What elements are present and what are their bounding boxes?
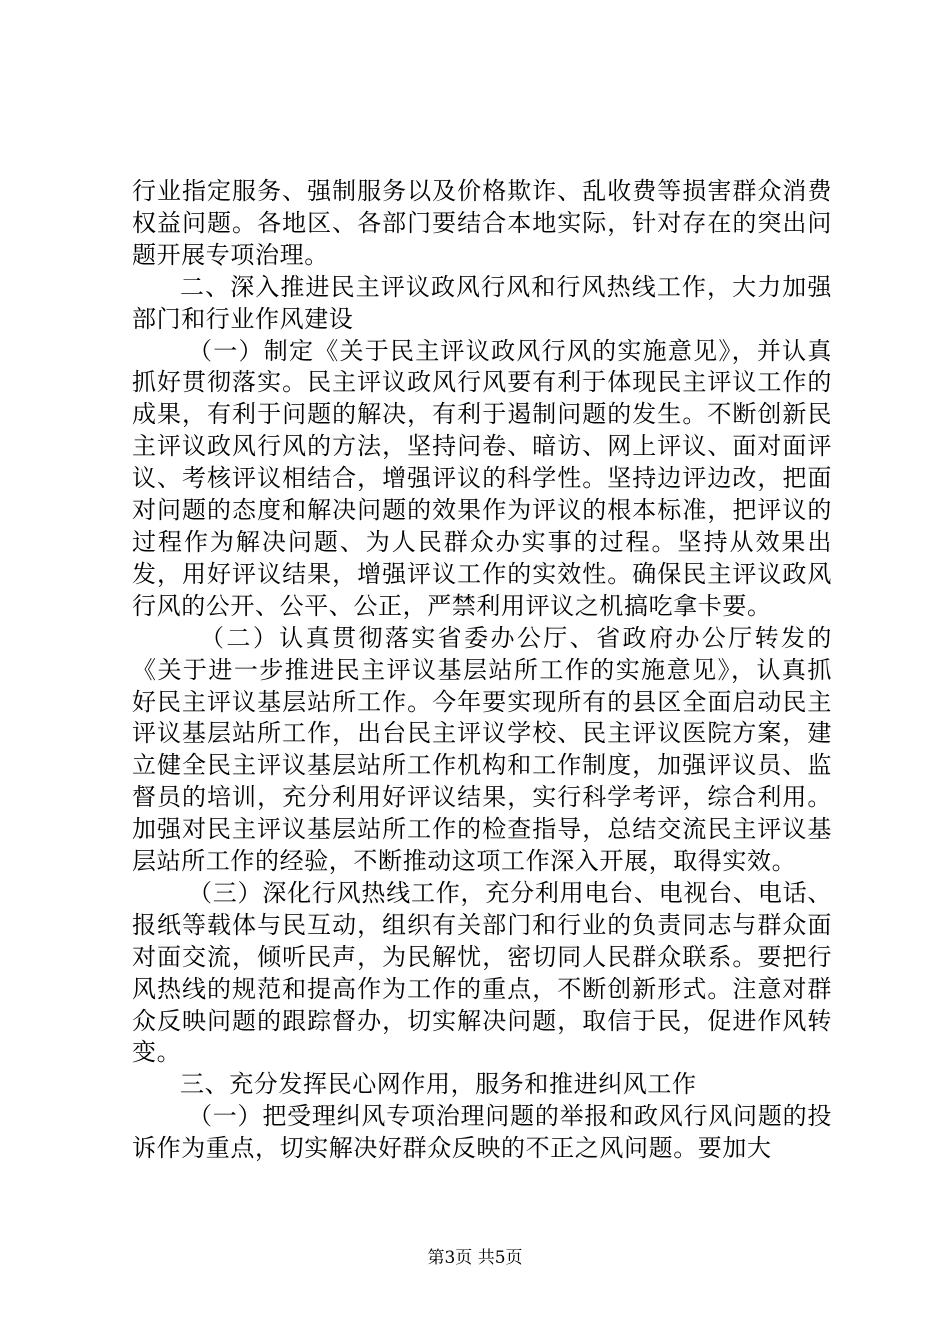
section-heading-2: 二、深入推进民主评议政风行风和行风热线工作，大力加强部门和行业作风建设: [132, 272, 832, 333]
paragraph-continuation: 行业指定服务、强制服务以及价格欺诈、乱收费等损害群众消费权益问题。各地区、各部门要结合本地实际，针对存在的突出问题开展专项治理。: [132, 177, 832, 269]
page-footer: 第3页 共5页: [427, 1248, 523, 1268]
document-body: [132, 176, 832, 1165]
paragraph-sub-1: （一）制定《关于民主评议政风行风的实施意见》，并认真抓好贯彻落实。民主评议政风行风要有利于体现民主评议工作的成果，有利于问题的解决，有利于遏制问题的发生。不断创新民主评议政风行风的方法，坚持问卷、暗访、网上评议、面对面评议、考核评议相结合，增强评议的科学性。坚持边评边改，把面对问题的态度和解决问题的效果作为评议的根本标准，把评议的过程作为解决问题、为人民群众办实事的过程。坚持从效果出发，用好评议结果，增强评议工作的实效性。确保民主评议政风行风的公开、公平、公正，严禁利用评议之机搞吃拿卡要。: [132, 336, 832, 620]
section-heading-3: 三、充分发挥民心网作用，服务和推进纠风工作: [180, 1070, 697, 1099]
paragraph-sub-3: （三）深化行风热线工作，充分利用电台、电视台、电话、报纸等载体与民互动，组织有关部门和行业的负责同志与群众面对面交流，倾听民声，为民解忧，密切同人民群众联系。要把行风热线的规范和提高作为工作的重点，不断创新形式。注意对群众反映问题的跟踪督办，切实解决问题，取信于民，促进作风转变。: [132, 878, 832, 1067]
paragraph-sub-2: （二）认真贯彻落实省委办公厅、省政府办公厅转发的《关于进一步推进民主评议基层站所工作的实施意见》，认真抓好民主评议基层站所工作。今年要实现所有的县区全面启动民主评议基层站所工作，出台民主评议学校、民主评议医院方案，建立健全民主评议基层站所工作机构和工作制度，加强评议员、监督员的培训，充分利用好评议结果，实行科学考评，综合利用。加强对民主评议基层站所工作的检查指导，总结交流民主评议基层站所工作的经验，不断推动这项工作深入开展，取得实效。: [132, 623, 832, 876]
paragraph-sub-3-1: （一）把受理纠风专项治理问题的举报和政风行风问题的投诉作为重点，切实解决好群众反映的不正之风问题。要加大: [132, 1102, 832, 1163]
